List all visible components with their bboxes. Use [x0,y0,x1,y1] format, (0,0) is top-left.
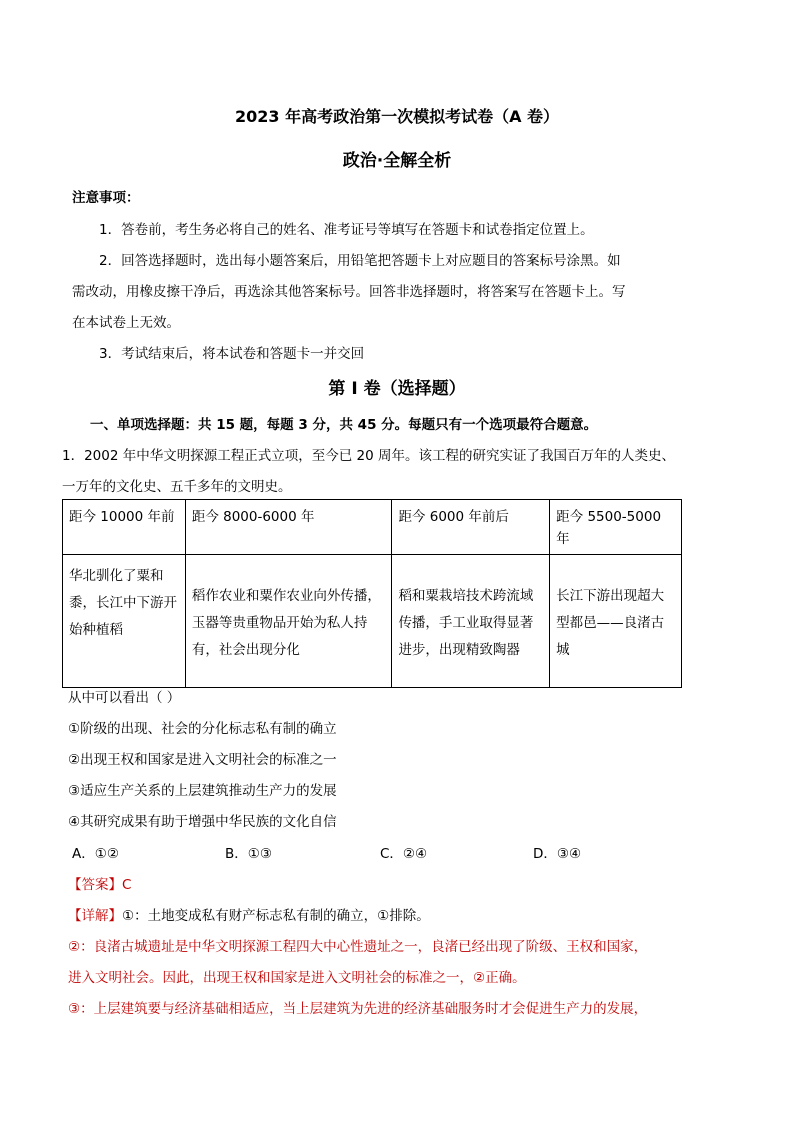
answer-value: C [122,877,132,893]
exam-subtitle: 政治·全解全析 [342,151,452,171]
exam-title: 2023 年高考政治第一次模拟考试卷（A 卷） [234,107,560,126]
note-item-2-line-2: 需改动，用橡皮擦干净后，再选涂其他答案标号。回答非选择题时，将答案写在答题卡上。写 [72,284,626,300]
table-cell: 稻和粟栽培技术跨流域传播，手工业取得显著进步，出现精致陶器 [392,555,550,688]
statement-1: ①阶级的出现、社会的分化标志私有制的确立 [68,721,337,737]
detail-label: 【详解】 [68,908,122,924]
question-1-prompt: 从中可以看出（ ） [68,690,181,706]
note-item-3: 3．考试结束后，将本试卷和答题卡一并交回 [99,346,365,362]
notes-heading: 注意事项： [72,190,140,206]
detail-line-2: ②：良渚古城遗址是中华文明探源工程四大中心性遗址之一，良渚已经出现了阶级、王权和国家， [68,939,648,955]
table-header-cell: 距今 6000 年前后 [392,500,550,555]
note-item-2-line-1: 2．回答选择题时，选出每小题答案后，用铅笔把答题卡上对应题目的答案标号涂黑。如 [99,253,621,269]
table-header-cell: 距今 10000 年前 [63,500,186,555]
table-cell: 华北驯化了粟和黍，长江中下游开始种植稻 [63,555,186,688]
detail-line-1 [68,904,430,924]
statement-2: ②出现王权和国家是进入文明社会的标准之一 [68,752,337,768]
question-1-stem-line-1: 1．2002 年中华文明探源工程正式立项，至今已 20 周年。该工程的研究实证了我国百万年的人类史、 [62,448,675,464]
option-a: A．①② [72,846,119,862]
note-item-1: 1．答卷前，考生务必将自己的姓名、准考证号等填写在答题卡和试卷指定位置上。 [99,222,594,238]
detail-line-4: ③：上层建筑要与经济基础相适应，当上层建筑为先进的经济基础服务时才会促进生产力的发展， [68,1001,648,1017]
detail-line-3: 进入文明社会。因此，出现王权和国家是进入文明社会的标准之一，②正确。 [68,970,526,986]
statement-4: ④其研究成果有助于增强中华民族的文化自信 [68,814,337,830]
table-row [63,555,682,688]
question-1-stem-line-2: 一万年的文化史、五千多年的文明史。 [62,479,292,495]
section-title: 第 I 卷（选择题） [328,379,466,399]
table-header-cell: 距今 8000-6000 年 [185,500,392,555]
section-instruction: 一、单项选择题：共 15 题，每题 3 分，共 45 分。每题只有一个选项最符合题意。 [90,417,598,433]
table-header-row [63,500,682,555]
table-cell: 长江下游出现超大型都邑——良渚古城 [550,555,682,688]
timeline-table [62,499,682,688]
detail-text-1: ①：土地变成私有财产标志私有制的确立，①排除。 [122,908,430,924]
note-item-2-line-3: 在本试卷上无效。 [72,315,180,331]
table-header-cell: 距今 5500-5000 年 [550,500,682,555]
answer-label: 【答案】 [68,877,122,893]
option-c: C．②④ [380,846,428,862]
statement-3: ③适应生产关系的上层建筑推动生产力的发展 [68,783,337,799]
option-d: D．③④ [533,846,582,862]
option-b: B．①③ [225,846,272,862]
table-cell: 稻作农业和粟作农业向外传播，玉器等贵重物品开始为私人持有，社会出现分化 [185,555,392,688]
answer-line [68,873,131,893]
